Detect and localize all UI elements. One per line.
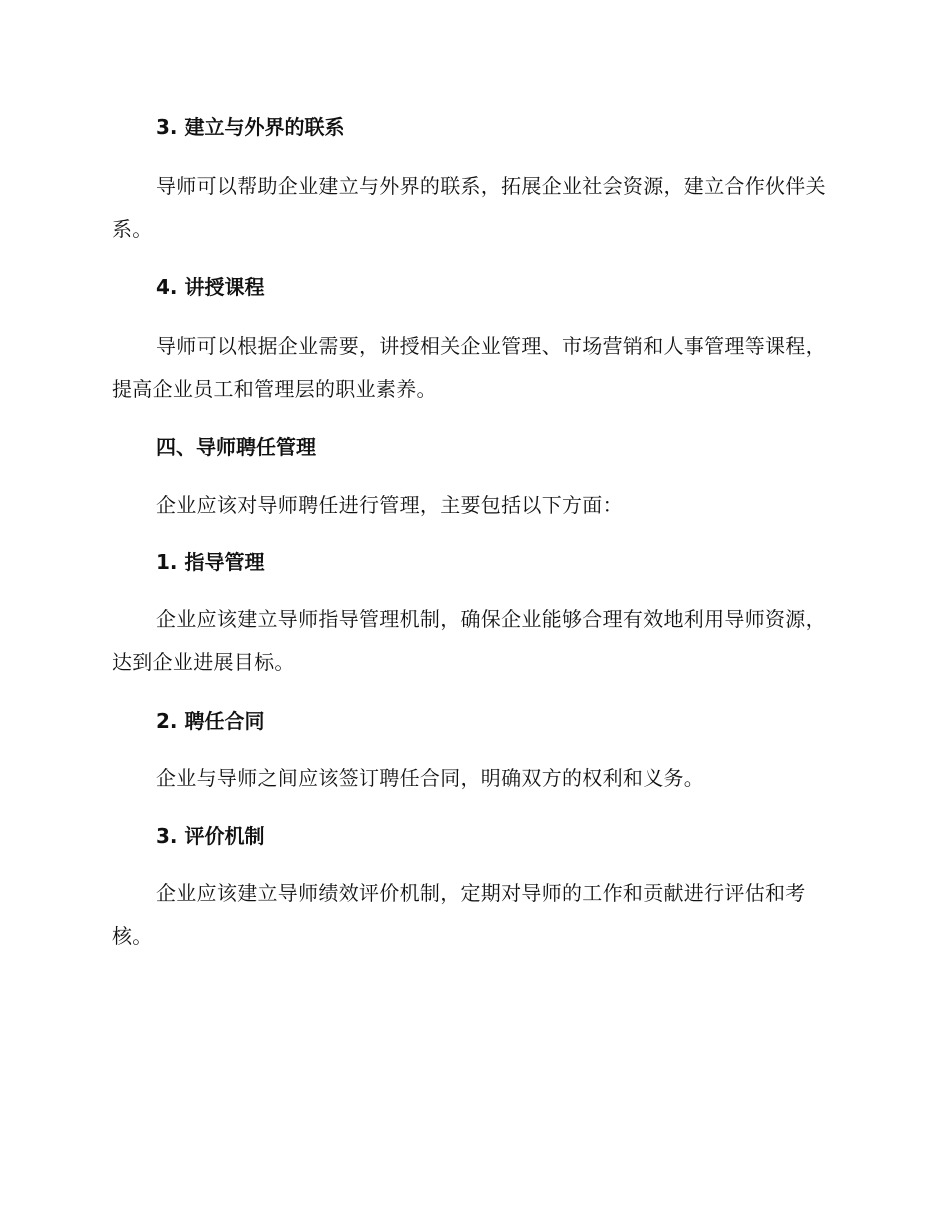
- section-heading: 2. 聘任合同: [156, 709, 265, 733]
- chapter-heading: 四、导师聘任管理: [156, 435, 316, 459]
- section-heading: 3. 评价机制: [156, 824, 265, 848]
- section-heading: 1. 指导管理: [156, 550, 265, 574]
- section-heading: 4. 讲授课程: [156, 275, 265, 299]
- paragraph: 导师可以帮助企业建立与外界的联系，拓展企业社会资源，建立合作伙伴关系。: [112, 174, 826, 241]
- section-heading: 3. 建立与外界的联系: [156, 115, 345, 139]
- paragraph: 企业应该建立导师指导管理机制，确保企业能够合理有效地利用导师资源，达到企业进展目标。: [112, 607, 826, 674]
- paragraph: 企业应该对导师聘任进行管理，主要包括以下方面：: [156, 493, 623, 517]
- paragraph: 企业应该建立导师绩效评价机制，定期对导师的工作和贡献进行评估和考核。: [112, 881, 806, 948]
- paragraph: 导师可以根据企业需要，讲授相关企业管理、市场营销和人事管理等课程，提高企业员工和管理层的职业素养。: [112, 334, 826, 401]
- paragraph: 企业与导师之间应该签订聘任合同，明确双方的权利和义务。: [156, 766, 705, 790]
